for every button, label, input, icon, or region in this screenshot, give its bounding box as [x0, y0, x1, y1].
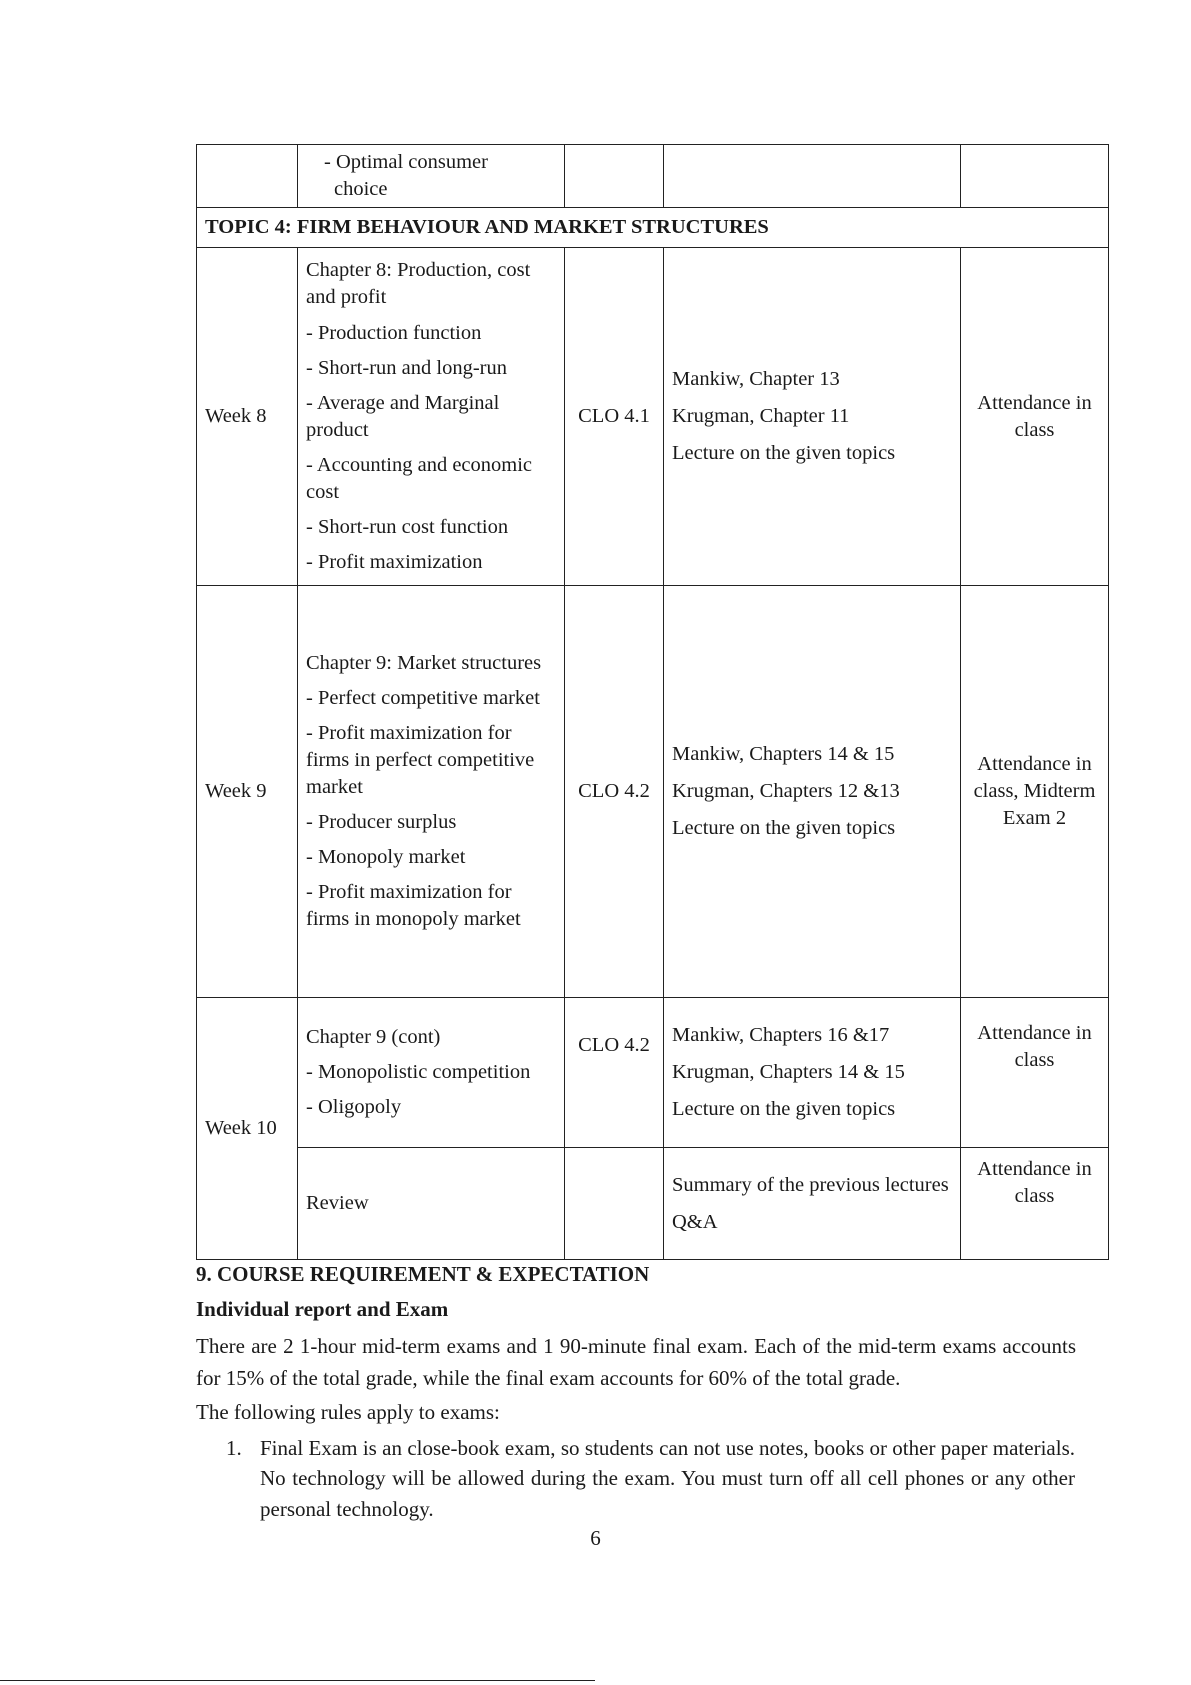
reference-line: Mankiw, Chapter 13	[672, 368, 840, 391]
content-item: - Accounting and economic cost	[306, 453, 533, 503]
references-cell	[664, 248, 961, 586]
rules-intro: The following rules apply to exams:	[196, 1400, 500, 1424]
reference-line: Lecture on the given topics	[672, 1098, 896, 1121]
assessment-cell: Attendance in class	[961, 998, 1109, 1148]
content-item: - Monopoly market	[306, 846, 466, 869]
clo-cell: CLO 4.2	[565, 586, 664, 998]
clo-cell	[565, 145, 664, 208]
footer-rule	[0, 1680, 595, 1681]
content-item: - Short-run and long-run	[306, 356, 507, 379]
content-cell: Review	[298, 1148, 565, 1260]
table-row-week-9	[197, 586, 1109, 998]
content-item: - Profit maximization for firms in perfect competitive market	[306, 722, 535, 799]
reference-line: Summary of the previous lectures	[672, 1173, 949, 1196]
exam-paragraph: There are 2 1-hour mid-term exams and 1 90-minute final exam. Each of the mid-term exams accounts for 15% of the total grade, while the final exam accounts for 60% of the total grade.	[196, 1334, 1076, 1390]
content-item: - Perfect competitive market	[306, 686, 540, 709]
content-item: - Short-run cost function	[306, 515, 509, 538]
section-heading: 9. COURSE REQUIREMENT & EXPECTATION	[196, 1262, 650, 1286]
table-row-week-10	[197, 998, 1109, 1148]
content-item: - Profit maximization	[306, 550, 483, 573]
content-line: - Optimal consumer	[324, 151, 488, 173]
assessment-cell: Attendance in class	[961, 248, 1109, 586]
rule-number: 1.	[226, 1436, 242, 1460]
content-item: Chapter 9 (cont)	[306, 1026, 441, 1049]
content-item: - Production function	[306, 321, 482, 344]
assessment-cell: Attendance in class, Midterm Exam 2	[961, 586, 1109, 998]
table-row-review	[197, 1148, 1109, 1260]
content-item: - Profit maximization for firms in monopoly market	[306, 881, 521, 931]
content-item: - Average and Marginal product	[306, 391, 500, 441]
content-item: - Producer surplus	[306, 811, 457, 834]
reference-line: Krugman, Chapter 11	[672, 405, 850, 428]
week-label: Week 9	[197, 586, 298, 998]
course-schedule-table	[196, 144, 1109, 1260]
reference-line: Krugman, Chapters 14 & 15	[672, 1061, 905, 1084]
content-item: - Monopolistic competition	[306, 1061, 531, 1084]
references-cell	[664, 586, 961, 998]
table-row	[197, 145, 1109, 208]
reference-line: Q&A	[672, 1210, 718, 1233]
content-cell	[298, 248, 565, 586]
subheading: Individual report and Exam	[196, 1297, 449, 1321]
week-label: Week 10	[197, 998, 298, 1260]
reference-line: Lecture on the given topics	[672, 442, 896, 465]
topic-row	[197, 208, 1109, 248]
content-item: Chapter 9: Market structures	[306, 651, 542, 674]
reference-line: Lecture on the given topics	[672, 817, 896, 840]
rule-text: Final Exam is an close-book exam, so students can not use notes, books or other paper materials. No technology will be allowed during the exam. You must turn off all cell phones or any other personal technology.	[260, 1436, 1075, 1521]
content-cell	[298, 998, 565, 1148]
references-cell	[664, 998, 961, 1148]
clo-cell: CLO 4.2	[565, 998, 664, 1148]
rule-item	[226, 1433, 1075, 1524]
assessment-cell: Attendance in class	[961, 1148, 1109, 1260]
table-row-week-8	[197, 248, 1109, 586]
references-cell	[664, 145, 961, 208]
reference-line: Mankiw, Chapters 14 & 15	[672, 743, 895, 766]
page-number: 6	[590, 1526, 601, 1550]
clo-cell	[565, 1148, 664, 1260]
topic-heading: TOPIC 4: FIRM BEHAVIOUR AND MARKET STRUCTURES	[197, 208, 1109, 248]
reference-line: Krugman, Chapters 12 &13	[672, 780, 900, 803]
content-item: Chapter 8: Production, cost and profit	[306, 259, 531, 309]
assessment-cell	[961, 145, 1109, 208]
content-cell	[298, 145, 565, 208]
reference-line: Mankiw, Chapters 16 &17	[672, 1024, 890, 1047]
content-line: choice	[334, 178, 388, 201]
week-label: Week 8	[197, 248, 298, 586]
week-cell	[197, 145, 298, 208]
content-cell	[298, 586, 565, 998]
clo-cell: CLO 4.1	[565, 248, 664, 586]
references-cell	[664, 1148, 961, 1260]
content-item: - Oligopoly	[306, 1096, 402, 1119]
